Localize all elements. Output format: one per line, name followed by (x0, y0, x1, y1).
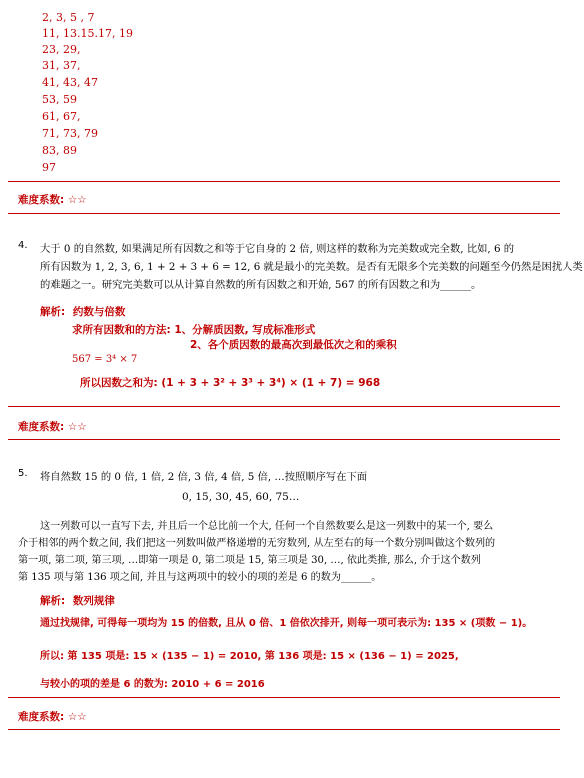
analysis-label (40, 304, 125, 319)
difficulty-text: 难度系数: (18, 711, 65, 723)
question-number: 5. (18, 468, 28, 479)
question-text: 的难题之一。研究完美数可以从计算自然数的所有因数之和开始, 567 的所有因数之和为______。 (40, 279, 482, 291)
answer-line: 所以因数之和为: (1 + 3 + 3² + 3³ + 3⁴) × (1 + 7) = 968 (80, 377, 381, 389)
analysis-label-text: 解析: (40, 595, 66, 607)
question-text: 将自然数 15 的 0 倍, 1 倍, 2 倍, 3 倍, 4 倍, 5 倍, …按照顺序写在下面 (40, 471, 368, 483)
prime-row: 41, 43, 47 (42, 76, 98, 89)
divider (8, 181, 560, 182)
prime-row: 31, 37, (42, 59, 81, 72)
question-text: 第一项, 第二项, 第三项, …即第一项是 0, 第二项是 15, 第三项是 30, …, 依此类推, 那么, 介于这个数列 (18, 555, 481, 566)
question-number: 4. (18, 240, 28, 251)
method-line: 求所有因数和的方法: 1、分解质因数, 写成标准形式 (72, 324, 316, 336)
prime-row: 23, 29, (42, 43, 81, 56)
calc-line: 所以: 第 135 项是: 15 × (135 − 1) = 2010, 第 136 项是: 15 × (136 − 1) = 2025, (40, 651, 459, 662)
difficulty-stars: ☆☆ (67, 194, 87, 206)
answer-line: 与较小的项的差是 6 的数为: 2010 + 6 = 2016 (40, 679, 265, 690)
divider (8, 697, 560, 698)
watermark: ​ (362, 14, 398, 80)
difficulty-label (18, 709, 87, 724)
prime-row: 97 (42, 161, 56, 174)
prime-row: 11, 13.15.17, 19 (42, 27, 133, 40)
divider (8, 439, 560, 440)
difficulty-label (18, 419, 87, 434)
divider (8, 406, 560, 407)
sequence: 0, 15, 30, 45, 60, 75… (182, 491, 300, 503)
question-text: 第 135 项与第 136 项之间, 并且与这两项中的较小的项的差是 6 的数为______。 (18, 572, 382, 583)
analysis-topic: 数列规律 (72, 595, 115, 607)
difficulty-stars: ☆☆ (67, 421, 87, 433)
analysis-label-text: 解析: (40, 306, 66, 318)
prime-row: 61, 67, (42, 110, 81, 123)
method-line: 2、各个质因数的最高次到最低次之和的乘积 (190, 339, 397, 351)
difficulty-text: 难度系数: (18, 194, 65, 206)
prime-row: 2, 3, 5 , 7 (42, 11, 95, 24)
factorization: 567 = 3⁴ × 7 (72, 354, 138, 365)
divider (8, 729, 560, 730)
question-text: 所有因数为 1, 2, 3, 6, 1 + 2 + 3 + 6 = 12, 6 就是最小的完美数。是否有无限多个完美数的问题至今仍然是困扰人类 (40, 261, 583, 273)
question-text: 介于相邻的两个数之间, 我们把这一列数叫做严格递增的无穷数列, 从左至右的每一个数分别叫做这个数列的 (18, 538, 496, 549)
prime-row: 53, 59 (42, 93, 77, 106)
analysis-topic: 约数与倍数 (72, 306, 126, 318)
question-text: 大于 0 的自然数, 如果满足所有因数之和等于它自身的 2 倍, 则这样的数称为完美数或完全数, 比如, 6 的 (40, 243, 515, 255)
difficulty-text: 难度系数: (18, 421, 65, 433)
analysis-label (40, 593, 115, 608)
prime-row: 71, 73, 79 (42, 127, 98, 140)
prime-row: 83, 89 (42, 144, 77, 157)
divider (8, 213, 560, 214)
rule-line: 通过找规律, 可得每一项均为 15 的倍数, 且从 0 倍、1 倍依次排开, 则每一项可表示为: 135 × (项数 − 1)。 (40, 618, 533, 629)
difficulty-stars: ☆☆ (67, 711, 87, 723)
question-text: 这一列数可以一直写下去, 并且后一个总比前一个大, 任何一个自然数要么是这一列数中的某一个, 要么 (40, 521, 494, 532)
difficulty-label (18, 192, 87, 207)
